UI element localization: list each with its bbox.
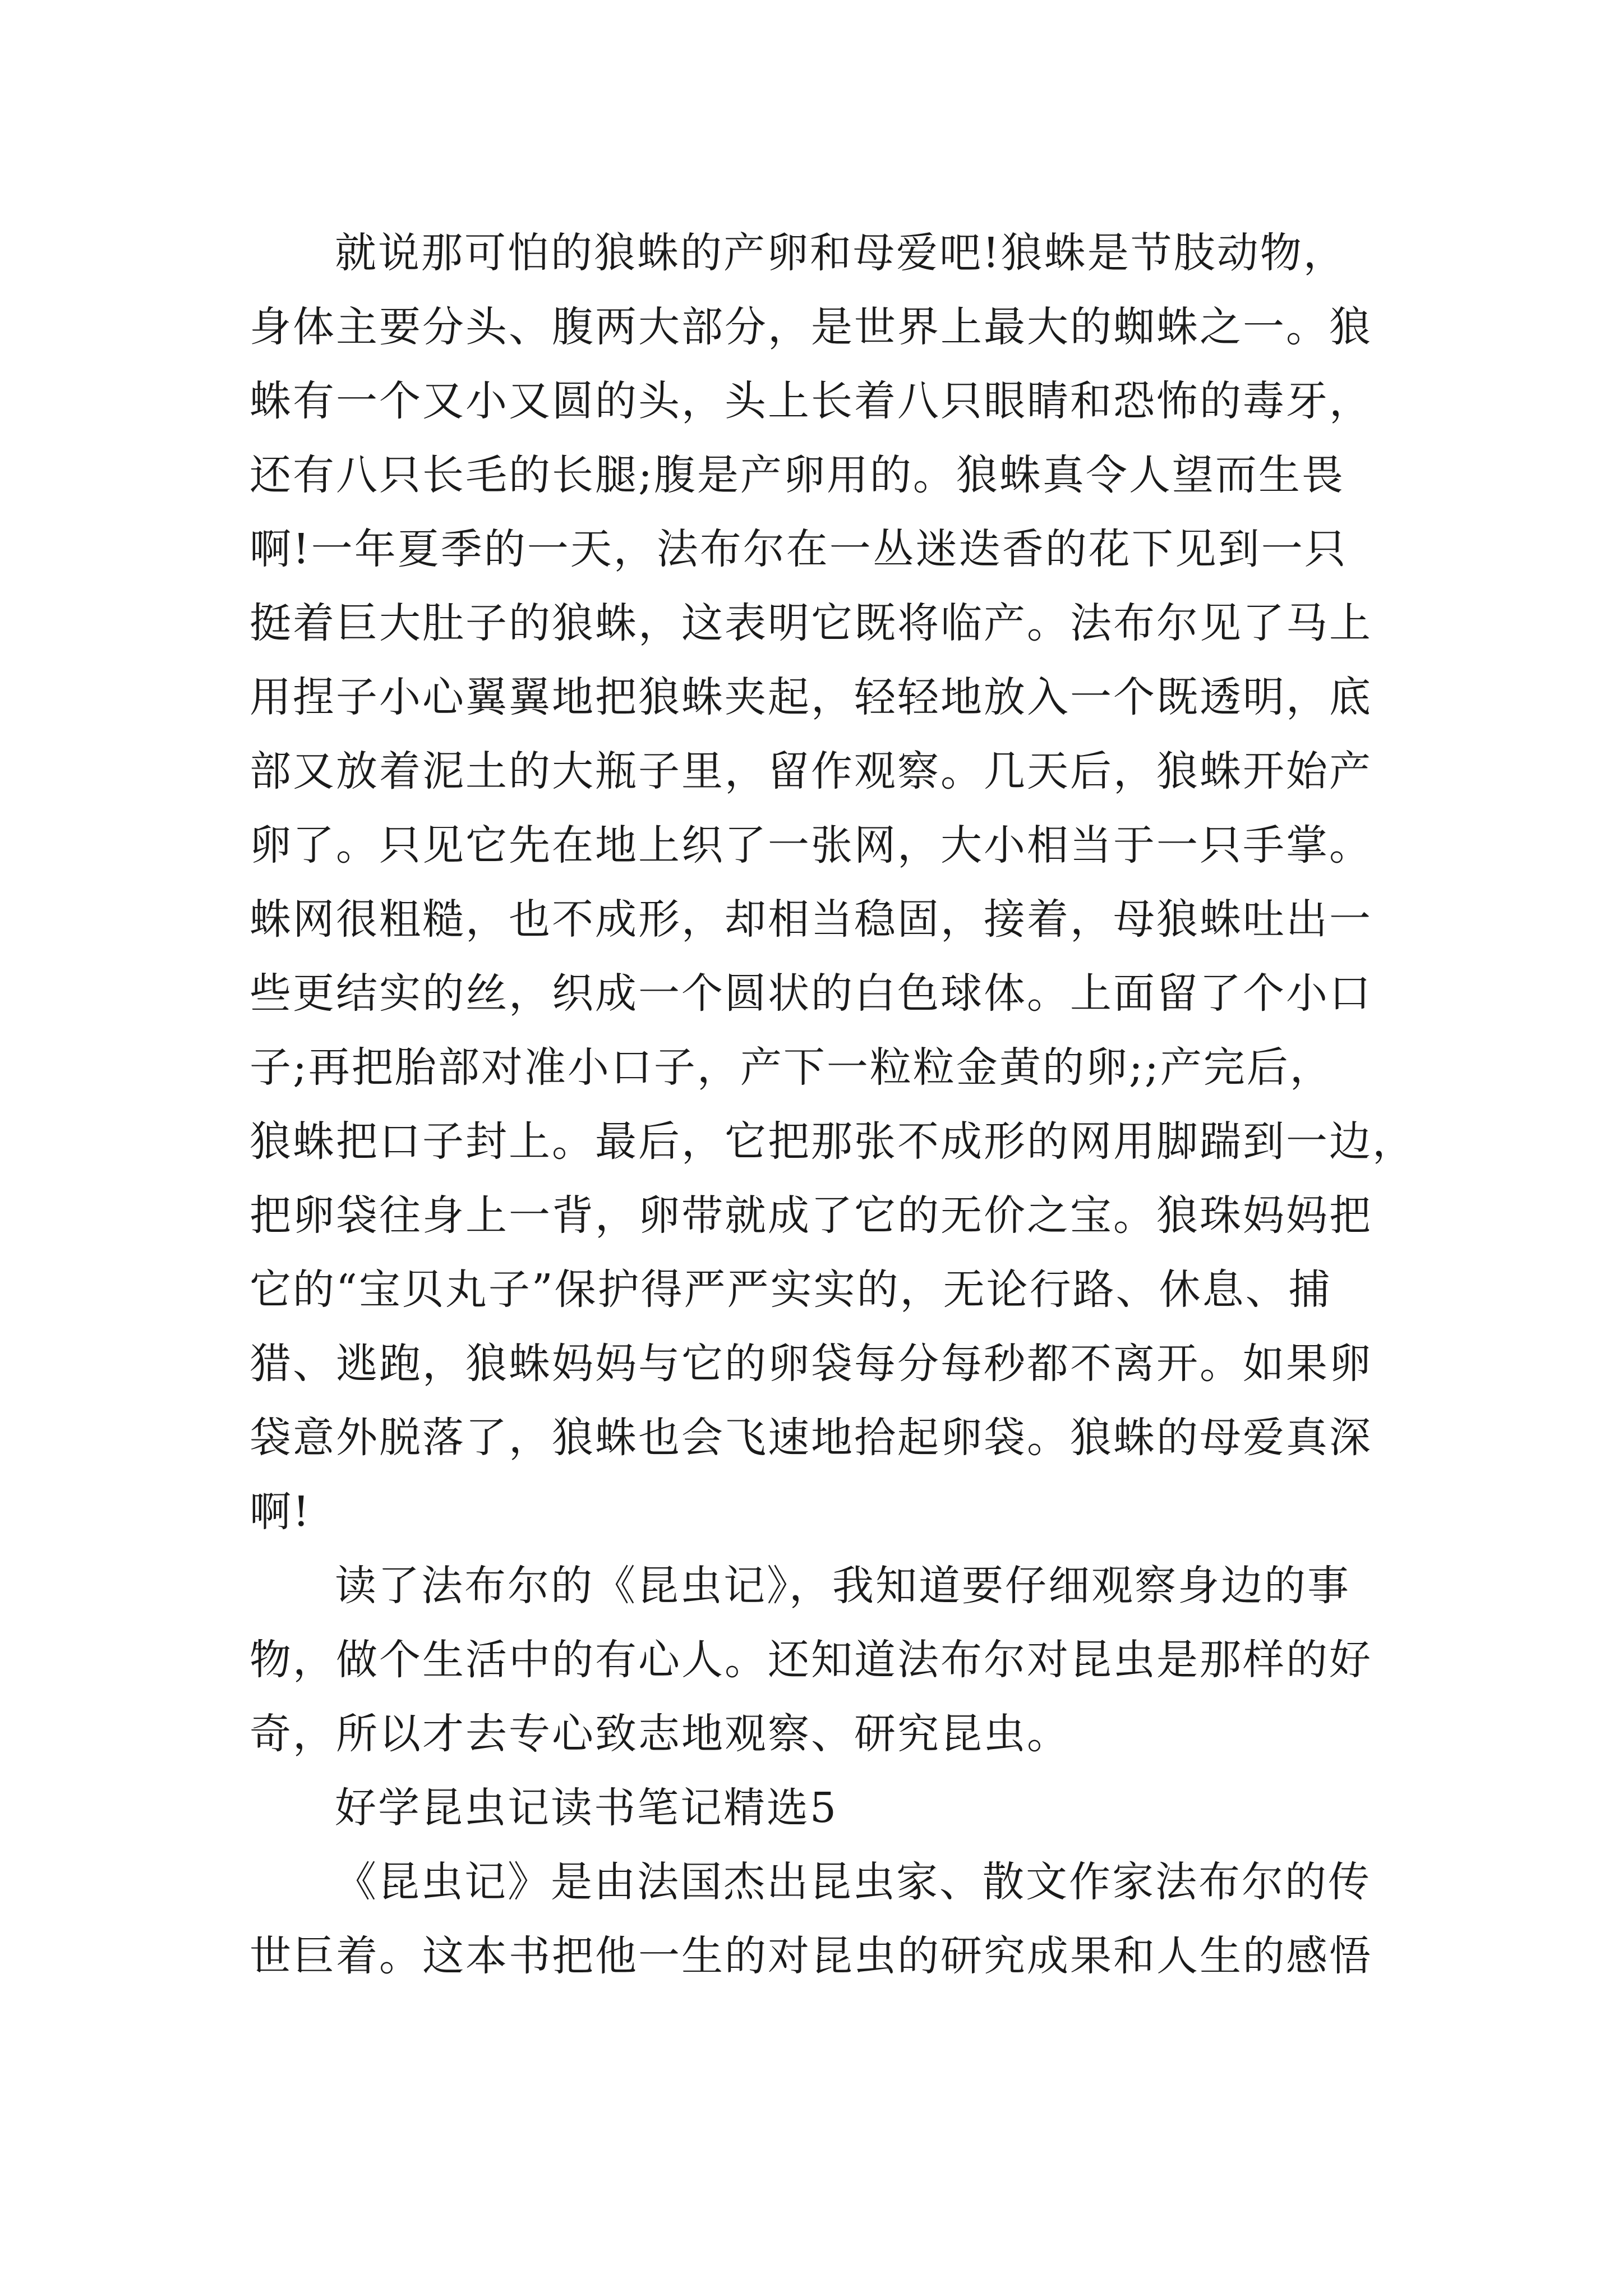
text-line: 《昆虫记》是由法国杰出昆虫家、散文作家法布尔的传: [335, 1858, 1371, 1906]
text-line: 挺着巨大肚子的狼蛛，这表明它既将临产。法布尔见了马上: [250, 599, 1372, 647]
text-line: 些更结实的丝，织成一个圆状的白色球体。上面留了个小口: [250, 969, 1372, 1018]
text-line: 部又放着泥土的大瓶子里，留作观察。几天后，狼蛛开始产: [250, 747, 1372, 795]
text-line: 啊!: [250, 1488, 311, 1536]
section-heading: 好学昆虫记读书笔记精选5: [335, 1784, 838, 1832]
text-line: 袋意外脱落了，狼蛛也会飞速地拾起卵袋。狼蛛的母爱真深: [250, 1414, 1372, 1462]
text-line: 蛛网很粗糙，也不成形，却相当稳固，接着，母狼蛛吐出一: [250, 895, 1372, 944]
text-line: 子;再把胎部对准小口子，产下一粒粒金黄的卵;;产完后，: [250, 1043, 1333, 1092]
document-body: [250, 216, 1415, 1993]
text-line: 就说那可怕的狼蛛的产卵和母爱吧!狼蛛是节肢动物，: [335, 229, 1347, 277]
text-line: 奇，所以才去专心致志地观察、研究昆虫。: [250, 1710, 1070, 1758]
text-line: 它的“宝贝丸子”保护得严严实实的，无论行路、休息、捕: [250, 1266, 1332, 1314]
text-line: 用捏子小心翼翼地把狼蛛夹起，轻轻地放入一个既透明，底: [250, 673, 1372, 721]
text-line: 身体主要分头、腹两大部分，是世界上最大的蜘蛛之一。狼: [250, 303, 1372, 351]
text-line: 蛛有一个又小又圆的头，头上长着八只眼睛和恐怖的毒牙，: [250, 377, 1372, 425]
text-line: 狼蛛把口子封上。最后，它把那张不成形的网用脚踹到一边，: [250, 1117, 1415, 1166]
text-line: 还有八只长毛的长腿;腹是产卵用的。狼蛛真令人望而生畏: [250, 451, 1345, 499]
text-line: 猎、逃跑，狼蛛妈妈与它的卵袋每分每秒都不离开。如果卵: [250, 1340, 1372, 1388]
text-line: 卵了。只见它先在地上织了一张网，大小相当于一只手掌。: [250, 821, 1372, 869]
text-line: 把卵袋往身上一背，卵带就成了它的无价之宝。狼珠妈妈把: [250, 1191, 1372, 1240]
text-line: 物，做个生活中的有心人。还知道法布尔对昆虫是那样的好: [250, 1636, 1372, 1684]
text-line: 读了法布尔的《昆虫记》，我知道要仔细观察身边的事: [335, 1562, 1350, 1610]
text-line: 啊!一年夏季的一天，法布尔在一丛迷迭香的花下见到一只: [250, 525, 1348, 573]
text-line: 世巨着。这本书把他一生的对昆虫的研究成果和人生的感悟: [250, 1932, 1372, 1980]
